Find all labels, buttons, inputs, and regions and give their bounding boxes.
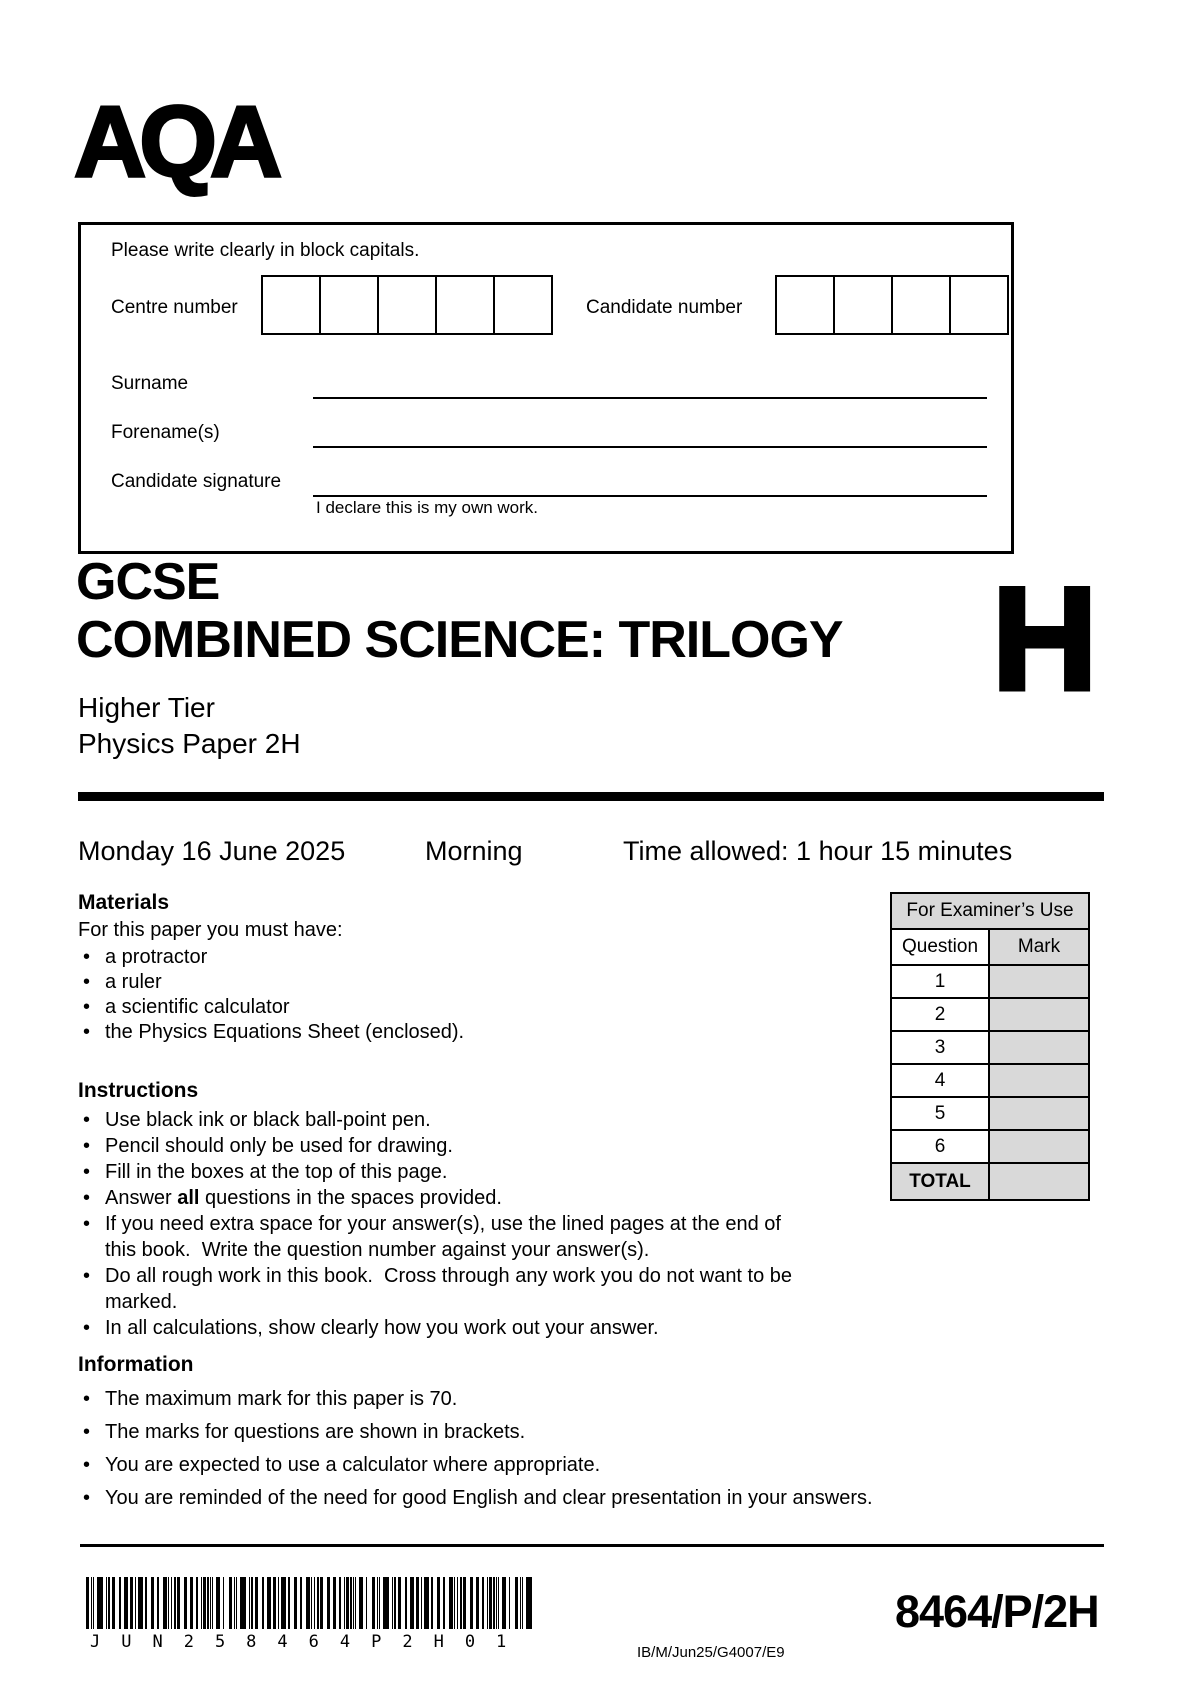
question-column-header: Question [891,929,989,965]
centre-number-cell[interactable] [435,275,495,335]
examiner-use-table [890,892,1090,1201]
mark-cell[interactable] [989,1064,1089,1097]
total-label: TOTAL [891,1163,989,1200]
mark-cell[interactable] [989,998,1089,1031]
tier-label: Higher Tier [78,692,215,723]
tier-letter-badge: H [992,557,1098,720]
paper-label: Physics Paper 2H [78,728,301,759]
information-item: • The maximum mark for this paper is 70. [78,1386,1008,1412]
centre-number-cell[interactable] [493,275,553,335]
centre-number-boxes [261,275,553,335]
instruction-item: • Answer all questions in the spaces provided. [78,1185,802,1211]
examiner-table-title-row [891,893,1089,929]
divider-thin [80,1544,1104,1547]
instruction-item: • In all calculations, show clearly how you work out your answer. [78,1315,802,1341]
question-number-cell: 2 [891,998,989,1031]
question-number-cell: 6 [891,1130,989,1163]
question-number-cell: 4 [891,1064,989,1097]
centre-number-cell[interactable] [377,275,437,335]
materials-list [78,945,818,1045]
information-heading: Information [78,1353,194,1376]
candidate-number-cell[interactable] [949,275,1009,335]
information-item: • You are reminded of the need for good English and clear presentation in your answers. [78,1485,1008,1511]
mark-cell[interactable] [989,1097,1089,1130]
barcode [86,1577,533,1629]
examiner-table-row [891,965,1089,998]
examiner-table-header-row [891,929,1089,965]
centre-number-cell[interactable] [319,275,379,335]
divider-thick [78,792,1104,801]
materials-item: • a protractor [78,945,818,970]
information-item: • The marks for questions are shown in brackets. [78,1419,1008,1445]
centre-number-label: Centre number [111,297,238,318]
materials-heading: Materials [78,891,170,914]
examiner-table-row [891,998,1089,1031]
instruction-item: • Fill in the boxes at the top of this page. [78,1159,802,1185]
question-number-cell: 5 [891,1097,989,1130]
materials-intro: For this paper you must have: [78,919,343,941]
candidate-number-cell[interactable] [775,275,835,335]
instruction-item: • Do all rough work in this book. Cross through any work you do not want to be marked. [78,1263,802,1315]
block-capitals-note: Please write clearly in block capitals. [111,240,420,261]
candidate-number-cell[interactable] [891,275,951,335]
candidate-number-label: Candidate number [586,297,743,318]
signature-label: Candidate signature [111,471,282,492]
mark-cell[interactable] [989,1031,1089,1064]
footer-reference: IB/M/Jun25/G4007/E9 [637,1644,785,1661]
examiner-table-total-row [891,1163,1089,1200]
subject-title: COMBINED SCIENCE: TRILOGY [76,611,843,669]
instructions-heading: Instructions [78,1079,199,1102]
materials-section [78,890,818,1045]
forename-label: Forename(s) [111,422,220,443]
mark-column-header: Mark [989,929,1089,965]
question-number-cell: 1 [891,965,989,998]
surname-label: Surname [111,373,189,394]
information-section [78,1352,1008,1518]
aqa-logo: AQA [74,86,276,198]
examiner-table-row [891,1097,1089,1130]
mark-cell[interactable] [989,1130,1089,1163]
candidate-details-box [78,222,1014,554]
candidate-number-boxes [775,275,1009,335]
qualification-title: GCSE [76,553,220,611]
examiner-table-row [891,1031,1089,1064]
signature-line[interactable] [313,495,987,497]
examiner-table-row [891,1130,1089,1163]
materials-item: • a scientific calculator [78,995,818,1020]
instructions-section [78,1078,802,1341]
centre-number-cell[interactable] [261,275,321,335]
instruction-item: • Pencil should only be used for drawing. [78,1133,802,1159]
examiner-table-title: For Examiner’s Use [891,893,1089,929]
exam-date: Monday 16 June 2025 [78,836,346,866]
instruction-item: • Use black ink or black ball-point pen. [78,1107,802,1133]
exam-session: Morning [425,836,523,866]
total-mark-cell[interactable] [989,1163,1089,1200]
surname-line[interactable] [313,397,987,399]
mark-cell[interactable] [989,965,1089,998]
paper-code: 8464/P/2H [895,1586,1099,1637]
declaration-note: I declare this is my own work. [316,498,539,517]
instructions-list [78,1107,802,1341]
materials-item: • a ruler [78,970,818,995]
time-allowed: Time allowed: 1 hour 15 minutes [623,836,1013,866]
barcode-text: JUN258464P2H01 [90,1632,528,1652]
question-number-cell: 3 [891,1031,989,1064]
information-item: • You are expected to use a calculator where appropriate. [78,1452,1008,1478]
candidate-number-cell[interactable] [833,275,893,335]
information-list [78,1386,1008,1511]
examiner-table-row [891,1064,1089,1097]
forename-line[interactable] [313,446,987,448]
materials-item: • the Physics Equations Sheet (enclosed). [78,1020,818,1045]
instruction-item: • If you need extra space for your answer(s), use the lined pages at the end of this book. Write the question number against your answer(s). [78,1211,802,1263]
examiner-table-body [891,965,1089,1163]
